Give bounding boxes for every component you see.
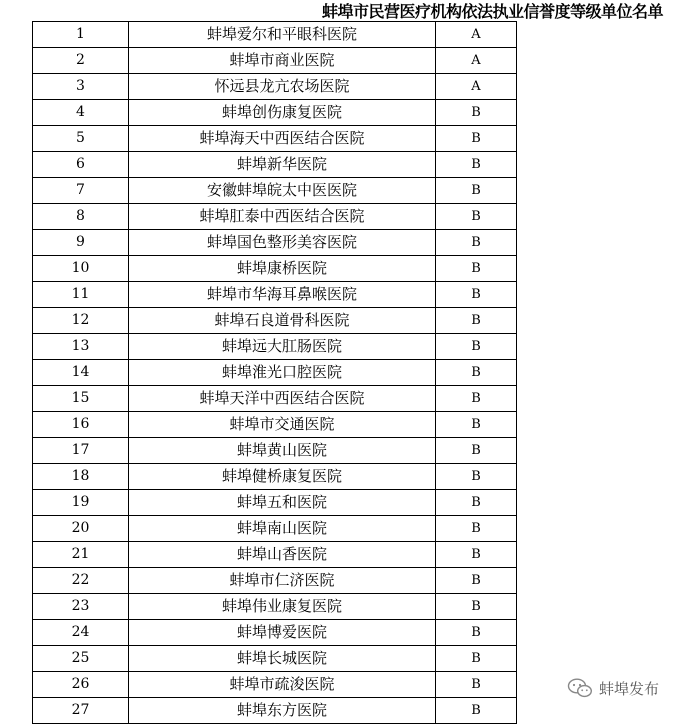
row-number: 9 xyxy=(33,230,129,256)
hospital-name: 蚌埠市华海耳鼻喉医院 xyxy=(129,282,436,308)
grade-cell: B xyxy=(436,568,517,594)
hospital-name: 蚌埠伟业康复医院 xyxy=(129,594,436,620)
grade-cell: B xyxy=(436,412,517,438)
table-row xyxy=(33,360,517,386)
table-row xyxy=(33,100,517,126)
table-body xyxy=(33,22,517,724)
row-number: 22 xyxy=(33,568,129,594)
hospital-name: 蚌埠市商业医院 xyxy=(129,48,436,74)
grade-cell: B xyxy=(436,542,517,568)
grade-cell: B xyxy=(436,100,517,126)
hospital-name: 蚌埠五和医院 xyxy=(129,490,436,516)
table-row xyxy=(33,74,517,100)
table-row xyxy=(33,178,517,204)
hospital-name: 蚌埠天洋中西医结合医院 xyxy=(129,386,436,412)
hospital-list-table xyxy=(32,21,517,724)
table-row xyxy=(33,568,517,594)
row-number: 10 xyxy=(33,256,129,282)
hospital-name: 蚌埠淮光口腔医院 xyxy=(129,360,436,386)
table-row xyxy=(33,230,517,256)
grade-cell: B xyxy=(436,152,517,178)
hospital-name: 蚌埠肛泰中西医结合医院 xyxy=(129,204,436,230)
hospital-name: 安徽蚌埠皖太中医医院 xyxy=(129,178,436,204)
row-number: 21 xyxy=(33,542,129,568)
grade-cell: B xyxy=(436,256,517,282)
grade-cell: B xyxy=(436,360,517,386)
grade-cell: B xyxy=(436,672,517,698)
row-number: 16 xyxy=(33,412,129,438)
grade-cell: B xyxy=(436,386,517,412)
page-title: 蚌埠市民营医疗机构依法执业信誉度等级单位名单 xyxy=(322,2,664,21)
table-row xyxy=(33,152,517,178)
hospital-name: 蚌埠市交通医院 xyxy=(129,412,436,438)
row-number: 8 xyxy=(33,204,129,230)
hospital-name: 怀远县龙亢农场医院 xyxy=(129,74,436,100)
hospital-name: 蚌埠东方医院 xyxy=(129,698,436,724)
row-number: 27 xyxy=(33,698,129,724)
row-number: 24 xyxy=(33,620,129,646)
grade-cell: B xyxy=(436,516,517,542)
table-row xyxy=(33,282,517,308)
source-watermark xyxy=(567,676,659,700)
row-number: 7 xyxy=(33,178,129,204)
row-number: 19 xyxy=(33,490,129,516)
grade-cell: B xyxy=(436,646,517,672)
grade-cell: B xyxy=(436,698,517,724)
hospital-name: 蚌埠海天中西医结合医院 xyxy=(129,126,436,152)
table-row xyxy=(33,516,517,542)
row-number: 6 xyxy=(33,152,129,178)
grade-cell: B xyxy=(436,594,517,620)
grade-cell: B xyxy=(436,178,517,204)
hospital-name: 蚌埠长城医院 xyxy=(129,646,436,672)
table-row xyxy=(33,386,517,412)
grade-cell: B xyxy=(436,230,517,256)
hospital-name: 蚌埠新华医院 xyxy=(129,152,436,178)
row-number: 1 xyxy=(33,22,129,48)
row-number: 14 xyxy=(33,360,129,386)
row-number: 11 xyxy=(33,282,129,308)
table-row xyxy=(33,204,517,230)
grade-cell: B xyxy=(436,438,517,464)
grade-cell: B xyxy=(436,464,517,490)
grade-cell: B xyxy=(436,282,517,308)
hospital-name: 蚌埠健桥康复医院 xyxy=(129,464,436,490)
grade-cell: B xyxy=(436,126,517,152)
hospital-name: 蚌埠南山医院 xyxy=(129,516,436,542)
hospital-name: 蚌埠国色整形美容医院 xyxy=(129,230,436,256)
table-row xyxy=(33,126,517,152)
grade-cell: A xyxy=(436,48,517,74)
table-row xyxy=(33,698,517,724)
table-row xyxy=(33,334,517,360)
row-number: 5 xyxy=(33,126,129,152)
row-number: 3 xyxy=(33,74,129,100)
hospital-name: 蚌埠爱尔和平眼科医院 xyxy=(129,22,436,48)
table-row xyxy=(33,48,517,74)
hospital-name: 蚌埠市疏浚医院 xyxy=(129,672,436,698)
row-number: 25 xyxy=(33,646,129,672)
grade-cell: B xyxy=(436,308,517,334)
row-number: 26 xyxy=(33,672,129,698)
hospital-name: 蚌埠创伤康复医院 xyxy=(129,100,436,126)
table-row xyxy=(33,438,517,464)
row-number: 18 xyxy=(33,464,129,490)
table-row xyxy=(33,22,517,48)
row-number: 13 xyxy=(33,334,129,360)
grade-cell: A xyxy=(436,74,517,100)
hospital-name: 蚌埠远大肛肠医院 xyxy=(129,334,436,360)
grade-cell: A xyxy=(436,22,517,48)
hospital-name: 蚌埠山香医院 xyxy=(129,542,436,568)
hospital-name: 蚌埠黄山医院 xyxy=(129,438,436,464)
table-row xyxy=(33,256,517,282)
table-row xyxy=(33,542,517,568)
hospital-name: 蚌埠康桥医院 xyxy=(129,256,436,282)
row-number: 20 xyxy=(33,516,129,542)
wechat-icon xyxy=(567,678,593,698)
watermark-text: 蚌埠发布 xyxy=(599,679,660,698)
table-row xyxy=(33,672,517,698)
table-row xyxy=(33,308,517,334)
table-row xyxy=(33,646,517,672)
row-number: 15 xyxy=(33,386,129,412)
row-number: 12 xyxy=(33,308,129,334)
grade-cell: B xyxy=(436,204,517,230)
hospital-name: 蚌埠博爱医院 xyxy=(129,620,436,646)
table-row xyxy=(33,464,517,490)
table-row xyxy=(33,620,517,646)
hospital-name: 蚌埠石良道骨科医院 xyxy=(129,308,436,334)
hospital-name: 蚌埠市仁济医院 xyxy=(129,568,436,594)
grade-cell: B xyxy=(436,620,517,646)
grade-cell: B xyxy=(436,490,517,516)
grade-cell: B xyxy=(436,334,517,360)
row-number: 23 xyxy=(33,594,129,620)
table-row xyxy=(33,412,517,438)
row-number: 4 xyxy=(33,100,129,126)
row-number: 17 xyxy=(33,438,129,464)
row-number: 2 xyxy=(33,48,129,74)
table-row xyxy=(33,490,517,516)
table-row xyxy=(33,594,517,620)
